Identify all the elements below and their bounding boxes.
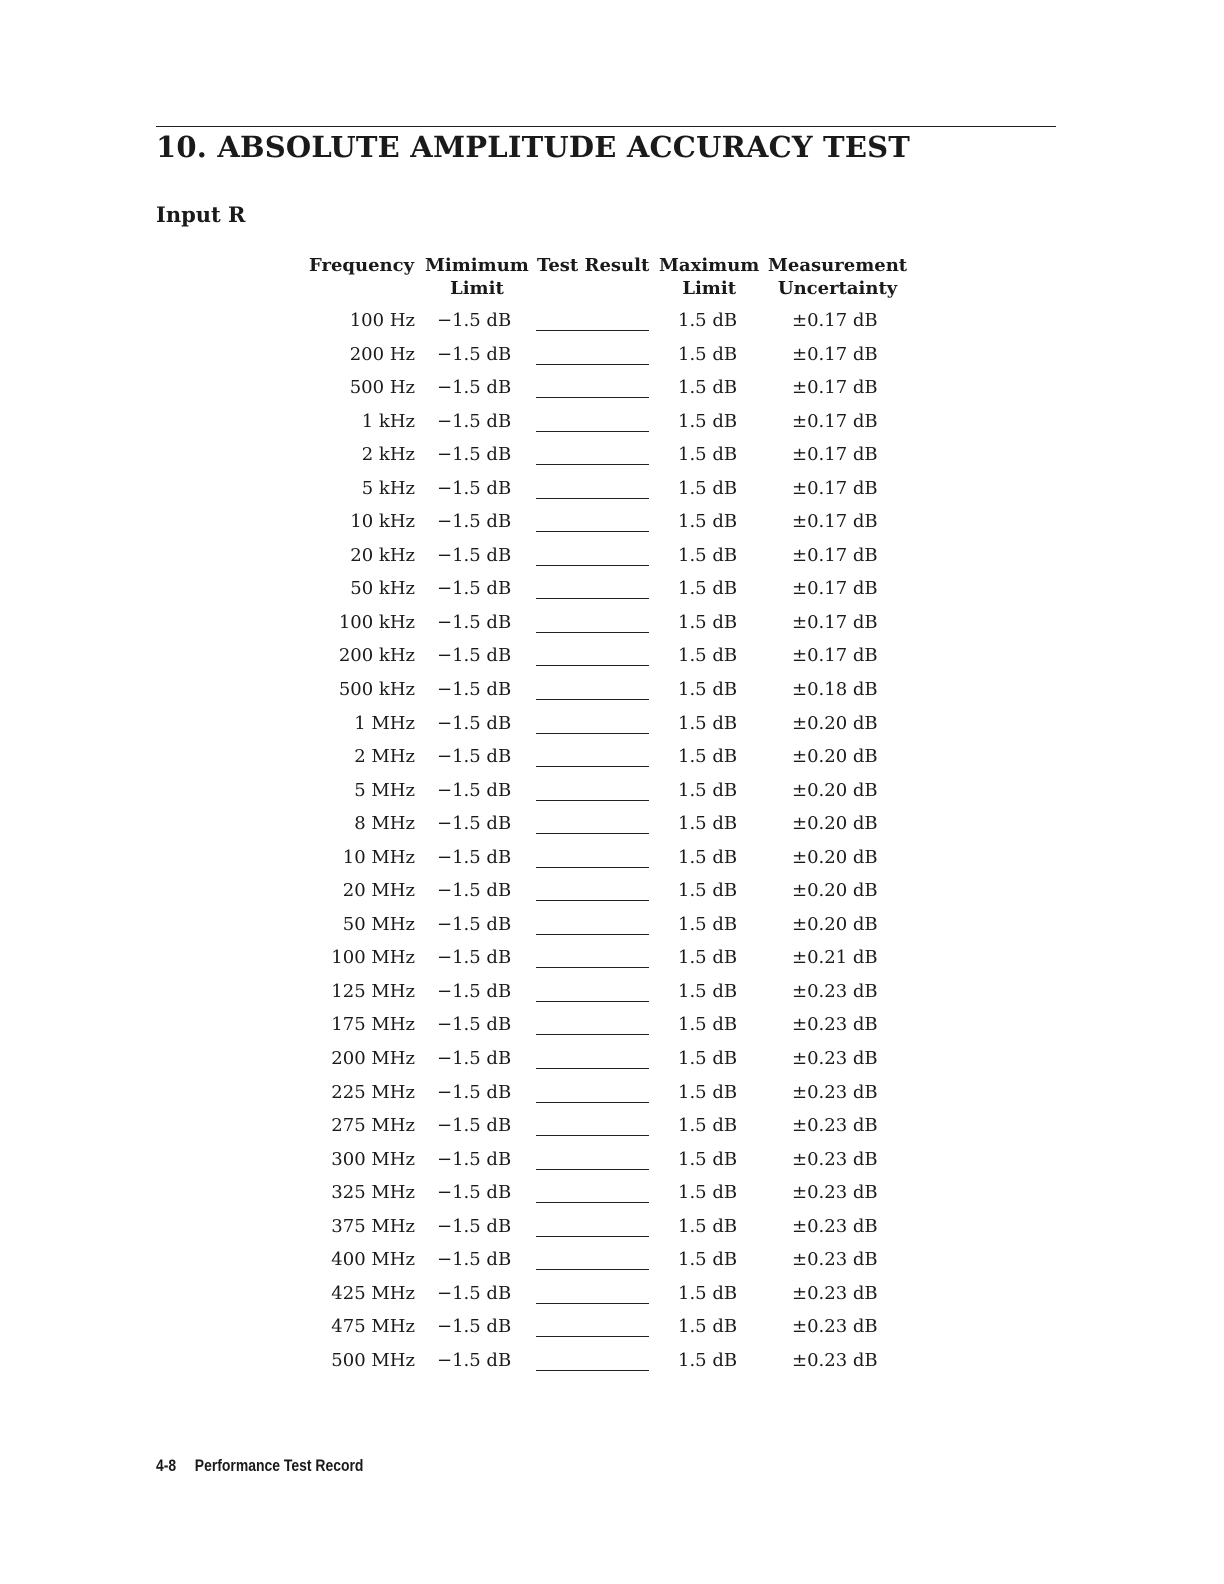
cell-maximum-limit: 1.5 dB	[678, 544, 738, 566]
test-result-blank[interactable]	[536, 1068, 649, 1069]
cell-maximum-limit: 1.5 dB	[678, 1282, 738, 1304]
cell-frequency: 125 MHz	[331, 980, 415, 1002]
cell-frequency: 275 MHz	[331, 1115, 415, 1137]
cell-frequency: 8 MHz	[354, 813, 415, 835]
test-result-blank[interactable]	[536, 364, 649, 365]
cell-maximum-limit: 1.5 dB	[678, 1349, 738, 1371]
test-result-blank[interactable]	[536, 900, 649, 901]
test-result-blank[interactable]	[536, 1236, 649, 1237]
cell-frequency: 475 MHz	[331, 1316, 415, 1338]
cell-measurement-uncertainty: ±0.23 dB	[792, 1249, 878, 1271]
table-row	[0, 540, 1224, 574]
cell-minimum-limit: −1.5 dB	[437, 611, 512, 633]
cell-measurement-uncertainty: ±0.20 dB	[792, 813, 878, 835]
cell-frequency: 375 MHz	[331, 1215, 415, 1237]
cell-frequency: 5 kHz	[361, 477, 415, 499]
test-result-blank[interactable]	[536, 1169, 649, 1170]
cell-measurement-uncertainty: ±0.23 dB	[792, 1014, 878, 1036]
table-row	[0, 1144, 1224, 1178]
cell-maximum-limit: 1.5 dB	[678, 913, 738, 935]
cell-minimum-limit: −1.5 dB	[437, 712, 512, 734]
table-row	[0, 473, 1224, 507]
test-result-blank[interactable]	[536, 531, 649, 532]
table-row	[0, 909, 1224, 943]
test-result-blank[interactable]	[536, 800, 649, 801]
cell-maximum-limit: 1.5 dB	[678, 846, 738, 868]
test-result-blank[interactable]	[536, 699, 649, 700]
cell-measurement-uncertainty: ±0.17 dB	[792, 410, 878, 432]
test-result-blank[interactable]	[536, 1034, 649, 1035]
header-minimum-limit	[425, 254, 529, 300]
header-maximum-line1: Maximum	[659, 255, 760, 276]
test-result-blank[interactable]	[536, 464, 649, 465]
header-test-result-label: Test Result	[537, 255, 650, 276]
cell-measurement-uncertainty: ±0.18 dB	[792, 679, 878, 701]
cell-frequency: 200 Hz	[349, 343, 415, 365]
table-row	[0, 1077, 1224, 1111]
cell-measurement-uncertainty: ±0.20 dB	[792, 846, 878, 868]
cell-measurement-uncertainty: ±0.23 dB	[792, 1349, 878, 1371]
table-row	[0, 942, 1224, 976]
header-frequency	[309, 254, 414, 277]
cell-frequency: 300 MHz	[331, 1148, 415, 1170]
cell-measurement-uncertainty: ±0.23 dB	[792, 1182, 878, 1204]
subsection-title: Input R	[156, 202, 246, 227]
cell-frequency: 100 Hz	[349, 310, 415, 331]
cell-maximum-limit: 1.5 dB	[678, 1215, 738, 1237]
section-rule	[156, 126, 1056, 127]
test-result-blank[interactable]	[536, 330, 649, 331]
cell-maximum-limit: 1.5 dB	[678, 1048, 738, 1070]
test-result-blank[interactable]	[536, 733, 649, 734]
cell-maximum-limit: 1.5 dB	[678, 1316, 738, 1338]
cell-frequency: 2 kHz	[361, 444, 415, 466]
cell-maximum-limit: 1.5 dB	[678, 1115, 738, 1137]
cell-minimum-limit: −1.5 dB	[437, 746, 512, 768]
table-row	[0, 775, 1224, 809]
cell-minimum-limit: −1.5 dB	[437, 846, 512, 868]
test-result-blank[interactable]	[536, 598, 649, 599]
cell-maximum-limit: 1.5 dB	[678, 343, 738, 365]
header-minimum-line2: Limit	[450, 278, 504, 299]
test-result-blank[interactable]	[536, 1202, 649, 1203]
cell-measurement-uncertainty: ±0.17 dB	[792, 511, 878, 533]
cell-measurement-uncertainty: ±0.17 dB	[792, 544, 878, 566]
table-row	[0, 372, 1224, 406]
cell-measurement-uncertainty: ±0.23 dB	[792, 980, 878, 1002]
cell-minimum-limit: −1.5 dB	[437, 1249, 512, 1271]
header-maximum-line2: Limit	[682, 278, 737, 299]
header-test-result	[537, 254, 649, 277]
cell-minimum-limit: −1.5 dB	[437, 544, 512, 566]
cell-frequency: 50 MHz	[342, 913, 415, 935]
test-result-blank[interactable]	[536, 397, 649, 398]
cell-frequency: 500 kHz	[338, 679, 415, 701]
table-row	[0, 976, 1224, 1010]
test-result-blank[interactable]	[536, 632, 649, 633]
test-result-blank[interactable]	[536, 1102, 649, 1103]
cell-maximum-limit: 1.5 dB	[678, 410, 738, 432]
cell-maximum-limit: 1.5 dB	[678, 611, 738, 633]
cell-frequency: 5 MHz	[354, 779, 415, 801]
cell-minimum-limit: −1.5 dB	[437, 377, 512, 399]
test-result-blank[interactable]	[536, 1336, 649, 1337]
cell-measurement-uncertainty: ±0.21 dB	[792, 947, 878, 969]
test-result-blank[interactable]	[536, 766, 649, 767]
test-result-blank[interactable]	[536, 1135, 649, 1136]
test-result-blank[interactable]	[536, 967, 649, 968]
table-row	[0, 573, 1224, 607]
cell-measurement-uncertainty: ±0.23 dB	[792, 1282, 878, 1304]
cell-measurement-uncertainty: ±0.23 dB	[792, 1148, 878, 1170]
cell-measurement-uncertainty: ±0.17 dB	[792, 310, 878, 331]
table-row	[0, 741, 1224, 775]
cell-maximum-limit: 1.5 dB	[678, 980, 738, 1002]
cell-frequency: 200 MHz	[331, 1048, 415, 1070]
cell-minimum-limit: −1.5 dB	[437, 1182, 512, 1204]
cell-minimum-limit: −1.5 dB	[437, 477, 512, 499]
cell-minimum-limit: −1.5 dB	[437, 980, 512, 1002]
header-uncertainty-line2: Uncertainty	[777, 278, 898, 299]
cell-measurement-uncertainty: ±0.23 dB	[792, 1048, 878, 1070]
cell-measurement-uncertainty: ±0.23 dB	[792, 1081, 878, 1103]
cell-minimum-limit: −1.5 dB	[437, 1048, 512, 1070]
cell-maximum-limit: 1.5 dB	[678, 813, 738, 835]
cell-maximum-limit: 1.5 dB	[678, 645, 738, 667]
cell-measurement-uncertainty: ±0.20 dB	[792, 913, 878, 935]
cell-minimum-limit: −1.5 dB	[437, 1115, 512, 1137]
cell-minimum-limit: −1.5 dB	[437, 645, 512, 667]
table-row	[0, 506, 1224, 540]
cell-maximum-limit: 1.5 dB	[678, 477, 738, 499]
table-row	[0, 1311, 1224, 1345]
cell-frequency: 425 MHz	[331, 1282, 415, 1304]
cell-minimum-limit: −1.5 dB	[437, 511, 512, 533]
cell-frequency: 100 kHz	[338, 611, 415, 633]
cell-frequency: 1 MHz	[354, 712, 415, 734]
footer-section-name: Performance Test Record	[194, 1456, 364, 1475]
cell-frequency: 50 kHz	[350, 578, 415, 600]
cell-measurement-uncertainty: ±0.23 dB	[792, 1115, 878, 1137]
test-result-blank[interactable]	[536, 1001, 649, 1002]
cell-measurement-uncertainty: ±0.17 dB	[792, 645, 878, 667]
cell-measurement-uncertainty: ±0.20 dB	[792, 880, 878, 902]
cell-maximum-limit: 1.5 dB	[678, 1182, 738, 1204]
cell-maximum-limit: 1.5 dB	[678, 712, 738, 734]
cell-frequency: 500 Hz	[349, 377, 415, 399]
cell-frequency: 2 MHz	[354, 746, 415, 768]
cell-minimum-limit: −1.5 dB	[437, 578, 512, 600]
cell-maximum-limit: 1.5 dB	[678, 679, 738, 701]
cell-measurement-uncertainty: ±0.17 dB	[792, 611, 878, 633]
cell-maximum-limit: 1.5 dB	[678, 310, 738, 331]
cell-maximum-limit: 1.5 dB	[678, 511, 738, 533]
test-result-blank[interactable]	[536, 431, 649, 432]
test-result-blank[interactable]	[536, 565, 649, 566]
table-row	[0, 1009, 1224, 1043]
cell-minimum-limit: −1.5 dB	[437, 880, 512, 902]
test-result-blank[interactable]	[536, 498, 649, 499]
section-title: 10. ABSOLUTE AMPLITUDE ACCURACY TEST	[156, 130, 911, 164]
cell-minimum-limit: −1.5 dB	[437, 444, 512, 466]
cell-maximum-limit: 1.5 dB	[678, 880, 738, 902]
cell-frequency: 500 MHz	[331, 1349, 415, 1371]
cell-maximum-limit: 1.5 dB	[678, 947, 738, 969]
cell-measurement-uncertainty: ±0.17 dB	[792, 444, 878, 466]
cell-minimum-limit: −1.5 dB	[437, 1349, 512, 1371]
cell-minimum-limit: −1.5 dB	[437, 913, 512, 935]
test-result-blank[interactable]	[536, 1269, 649, 1270]
cell-minimum-limit: −1.5 dB	[437, 343, 512, 365]
test-result-blank[interactable]	[536, 867, 649, 868]
cell-maximum-limit: 1.5 dB	[678, 1148, 738, 1170]
cell-frequency: 10 MHz	[342, 846, 415, 868]
cell-maximum-limit: 1.5 dB	[678, 746, 738, 768]
cell-measurement-uncertainty: ±0.17 dB	[792, 377, 878, 399]
table-row	[0, 305, 1224, 339]
cell-maximum-limit: 1.5 dB	[678, 377, 738, 399]
header-measurement-uncertainty	[768, 254, 907, 300]
header-maximum-limit	[659, 254, 759, 300]
cell-measurement-uncertainty: ±0.17 dB	[792, 477, 878, 499]
cell-maximum-limit: 1.5 dB	[678, 578, 738, 600]
cell-measurement-uncertainty: ±0.17 dB	[792, 578, 878, 600]
cell-maximum-limit: 1.5 dB	[678, 1014, 738, 1036]
cell-minimum-limit: −1.5 dB	[437, 679, 512, 701]
test-result-blank[interactable]	[536, 1303, 649, 1304]
cell-minimum-limit: −1.5 dB	[437, 813, 512, 835]
cell-minimum-limit: −1.5 dB	[437, 410, 512, 432]
table-row	[0, 708, 1224, 742]
cell-frequency: 1 kHz	[361, 410, 415, 432]
page-footer	[156, 1456, 363, 1476]
cell-maximum-limit: 1.5 dB	[678, 444, 738, 466]
cell-minimum-limit: −1.5 dB	[437, 1316, 512, 1338]
test-result-blank[interactable]	[536, 833, 649, 834]
test-result-blank[interactable]	[536, 934, 649, 935]
cell-minimum-limit: −1.5 dB	[437, 1014, 512, 1036]
header-minimum-line1: Mimimum	[425, 255, 529, 276]
cell-maximum-limit: 1.5 dB	[678, 779, 738, 801]
cell-frequency: 100 MHz	[331, 947, 415, 969]
cell-measurement-uncertainty: ±0.20 dB	[792, 712, 878, 734]
table-row	[0, 640, 1224, 674]
table-row	[0, 875, 1224, 909]
results-table	[0, 305, 1224, 1379]
table-row	[0, 439, 1224, 473]
table-row	[0, 1211, 1224, 1245]
header-frequency-label: Frequency	[309, 255, 415, 276]
cell-frequency: 225 MHz	[331, 1081, 415, 1103]
table-row	[0, 1177, 1224, 1211]
test-result-blank[interactable]	[536, 1370, 649, 1371]
cell-minimum-limit: −1.5 dB	[437, 310, 512, 331]
table-row	[0, 1244, 1224, 1278]
table-row	[0, 674, 1224, 708]
page-number: 4-8	[156, 1456, 177, 1475]
cell-frequency: 20 kHz	[350, 544, 415, 566]
cell-minimum-limit: −1.5 dB	[437, 779, 512, 801]
cell-maximum-limit: 1.5 dB	[678, 1249, 738, 1271]
table-row	[0, 1110, 1224, 1144]
cell-measurement-uncertainty: ±0.17 dB	[792, 343, 878, 365]
table-row	[0, 1278, 1224, 1312]
cell-maximum-limit: 1.5 dB	[678, 1081, 738, 1103]
cell-minimum-limit: −1.5 dB	[437, 1215, 512, 1237]
cell-minimum-limit: −1.5 dB	[437, 1282, 512, 1304]
cell-measurement-uncertainty: ±0.20 dB	[792, 746, 878, 768]
cell-minimum-limit: −1.5 dB	[437, 1148, 512, 1170]
cell-frequency: 20 MHz	[342, 880, 415, 902]
cell-measurement-uncertainty: ±0.20 dB	[792, 779, 878, 801]
table-row	[0, 1043, 1224, 1077]
cell-frequency: 175 MHz	[331, 1014, 415, 1036]
cell-frequency: 400 MHz	[331, 1249, 415, 1271]
table-row	[0, 406, 1224, 440]
header-uncertainty-line1: Measurement	[768, 255, 908, 276]
table-row	[0, 1345, 1224, 1379]
cell-frequency: 325 MHz	[331, 1182, 415, 1204]
test-result-blank[interactable]	[536, 665, 649, 666]
cell-frequency: 10 kHz	[350, 511, 415, 533]
cell-measurement-uncertainty: ±0.23 dB	[792, 1215, 878, 1237]
cell-minimum-limit: −1.5 dB	[437, 947, 512, 969]
cell-minimum-limit: −1.5 dB	[437, 1081, 512, 1103]
cell-measurement-uncertainty: ±0.23 dB	[792, 1316, 878, 1338]
table-row	[0, 808, 1224, 842]
table-row	[0, 607, 1224, 641]
cell-frequency: 200 kHz	[338, 645, 415, 667]
table-row	[0, 842, 1224, 876]
table-row	[0, 339, 1224, 373]
